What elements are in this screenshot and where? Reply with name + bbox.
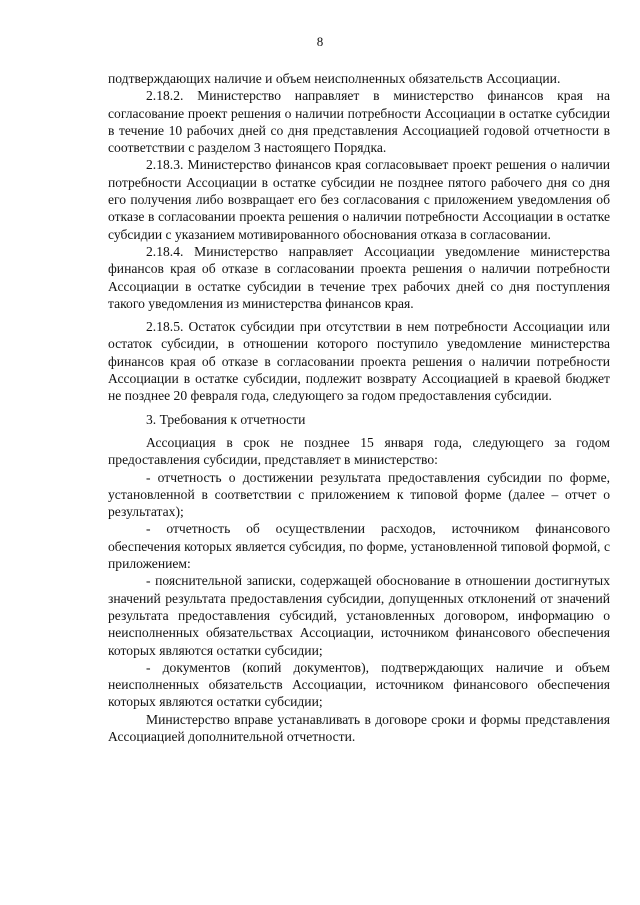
paragraph-2-18-2: 2.18.2. Министерство направляет в министерство финансов края на согласование проект решения о наличии потребности Ассоциации в остатке субсидии в течение 10 рабочих дней со дня представления Ассоциацией годовой отчетности в соответствии с разделом 3 настоящего Порядка. bbox=[108, 88, 610, 156]
paragraph-additional-reporting: Министерство вправе устанавливать в договоре сроки и формы представления Ассоциацией дополнительной отчетности. bbox=[108, 711, 610, 744]
paragraph-continuation: подтверждающих наличие и объем неисполненных обязательств Ассоциации. bbox=[108, 71, 561, 86]
paragraph-2-18-3: 2.18.3. Министерство финансов края согласовывает проект решения о наличии потребности Ассоциации в остатке субсидии не позднее пятого рабочего дня со дня его получения либо возвращает его без согласования с приложением уведомления об отказе в согласовании проекта решения о наличии потребности Ассоциации в остатке субсидии с указанием мотивированного обоснования отказа в согласовании. bbox=[108, 157, 610, 242]
list-item-explanatory-note: - пояснительной записки, содержащей обоснование в отношении достигнутых значений результата предоставления субсидии, допущенных отклонений от значений результата предоставления субсидий, установленных договором, информацию о неисполненных обязательствах Ассоциации, источником финансового обеспечения которых являются остатки субсидии; bbox=[108, 573, 610, 658]
document-body bbox=[108, 70, 610, 745]
page-number: 8 bbox=[316, 34, 324, 49]
section-heading-reporting: 3. Требования к отчетности bbox=[146, 411, 306, 427]
list-item-documents: - документов (копий документов), подтверждающих наличие и объем неисполненных обязательств Ассоциации, источником финансового обеспечения которых являются остатки субсидии; bbox=[108, 659, 610, 710]
paragraph-2-18-4: 2.18.4. Министерство направляет Ассоциации уведомление министерства финансов края об отказе в согласовании проекта решения о наличии потребности Ассоциации в остатке субсидии в течение трех рабочих дней со дня поступления такого уведомления из министерства финансов края. bbox=[108, 243, 610, 311]
list-item-results-report: - отчетность о достижении результата предоставления субсидии по форме, установленной в соответствии с приложением к типовой форме (далее – отчет о результатах); bbox=[108, 469, 610, 520]
paragraph-reporting-deadline: Ассоциация в срок не позднее 15 января года, следующего за годом предоставления субсидии, представляет в министерство: bbox=[108, 434, 610, 468]
list-item-expenses-report: - отчетность об осуществлении расходов, источником финансового обеспечения которых является субсидия, по форме, установленной типовой формой, с приложением: bbox=[108, 521, 610, 572]
paragraph-2-18-5: 2.18.5. Остаток субсидии при отсутствии в нем потребности Ассоциации или остаток субсидии, в отношении которого поступило уведомление министерства финансов края об отказе в согласовании проекта решения о наличии потребности Ассоциации в остатке субсидии, подлежит возврату Ассоциацией в краевой бюджет не позднее 20 февраля года, следующего за годом предоставления субсидии. bbox=[108, 319, 610, 404]
